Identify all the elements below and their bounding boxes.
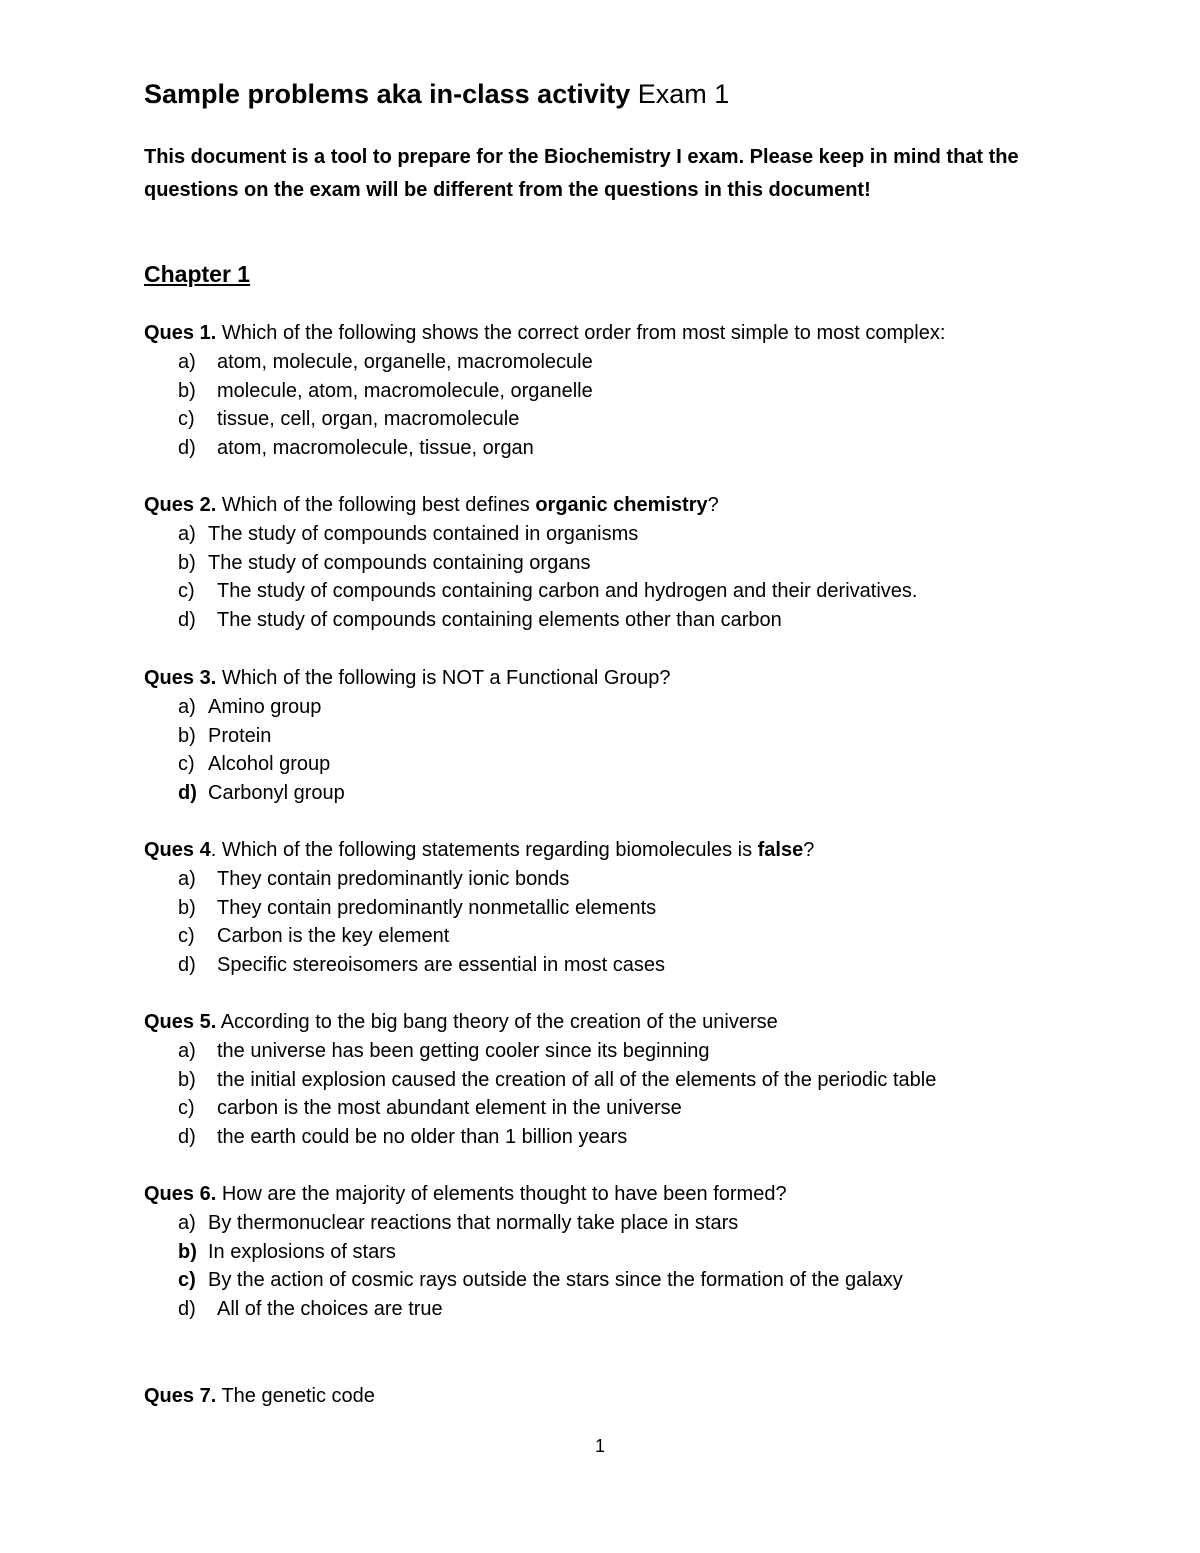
intro-paragraph: This document is a tool to prepare for the Biochemistry I exam. Please keep in mind that the questions on the exam will be different from the questions in this document! <box>144 146 1019 201</box>
choice-letter: c) <box>178 1097 195 1120</box>
question-label: Ques 1. <box>144 322 217 344</box>
choice-text: carbon is the most abundant element in the universe <box>217 1097 682 1120</box>
question-stem <box>144 1382 1064 1411</box>
question-stem <box>144 491 1064 520</box>
choice-text: the universe has been getting cooler since its beginning <box>217 1039 710 1062</box>
question-7 <box>144 1382 1064 1411</box>
choice-text: By the action of cosmic rays outside the stars since the formation of the galaxy <box>208 1269 903 1292</box>
choice-text: Alcohol group <box>208 753 331 776</box>
choice-text: The study of compounds contained in organisms <box>208 522 639 545</box>
question-5 <box>144 1008 1064 1152</box>
choice-b <box>144 722 1064 751</box>
choice-letter: c) <box>178 925 195 948</box>
choice-c <box>144 405 1064 434</box>
choice-letter: a) <box>178 522 196 545</box>
choice-letter: d) <box>178 782 197 805</box>
choice-text: The study of compounds containing elements other than carbon <box>217 609 782 632</box>
choice-text: Amino group <box>208 695 322 718</box>
document-title-rest: Exam 1 <box>630 79 730 109</box>
question-text-emphasis: organic chemistry <box>535 494 708 516</box>
choice-letter: b) <box>178 1240 197 1263</box>
choice-text: atom, molecule, organelle, macromolecule <box>217 350 593 373</box>
choice-a <box>144 348 1064 377</box>
choice-text: The study of compounds containing organs <box>208 551 591 574</box>
question-text: According to the big bang theory of the creation of the universe <box>216 1011 778 1033</box>
choice-d <box>144 434 1064 463</box>
choice-text: atom, macromolecule, tissue, organ <box>217 437 534 460</box>
choice-letter: a) <box>178 1211 196 1234</box>
question-label: Ques 2. <box>144 494 217 516</box>
choice-a <box>144 1209 1064 1238</box>
choice-letter: d) <box>178 954 196 977</box>
choice-letter: c) <box>178 408 195 431</box>
question-label: Ques 3. <box>144 667 217 689</box>
question-stem <box>144 664 1064 693</box>
choice-text: By thermonuclear reactions that normally take place in stars <box>208 1211 739 1234</box>
question-stem <box>144 836 1064 865</box>
question-text-part: ? <box>803 839 815 861</box>
question-label: Ques 4 <box>144 839 211 861</box>
question-4 <box>144 836 1064 980</box>
question-text <box>211 839 815 861</box>
document-title-bold: Sample problems aka in-class activity <box>144 79 631 109</box>
question-text: Which of the following is NOT a Functional Group? <box>216 667 671 689</box>
choice-letter: d) <box>178 609 196 632</box>
question-text-emphasis: false <box>757 839 804 861</box>
choice-b <box>144 1066 1064 1095</box>
choice-b <box>144 894 1064 923</box>
question-2 <box>144 491 1064 635</box>
choice-text: the initial explosion caused the creation of all of the elements of the periodic table <box>217 1068 937 1091</box>
choice-text: Carbon is the key element <box>217 925 450 948</box>
question-text: Which of the following shows the correct order from most simple to most complex: <box>216 322 946 344</box>
chapter-heading: Chapter 1 <box>144 261 251 287</box>
document-title <box>144 74 729 114</box>
question-1 <box>144 319 1064 463</box>
question-text-part: . Which of the following statements regarding biomolecules is <box>210 839 758 861</box>
page-number: 1 <box>594 1436 605 1456</box>
choice-b <box>144 549 1064 578</box>
choice-text: They contain predominantly ionic bonds <box>217 867 570 890</box>
choice-letter: a) <box>178 695 196 718</box>
choice-letter: d) <box>178 1298 196 1321</box>
choice-a <box>144 693 1064 722</box>
question-text: The genetic code <box>216 1385 375 1407</box>
question-stem <box>144 319 1064 348</box>
question-3 <box>144 664 1064 808</box>
choice-text: The study of compounds containing carbon and hydrogen and their derivatives. <box>217 580 918 603</box>
choice-text: the earth could be no older than 1 billion years <box>217 1126 628 1149</box>
choice-c <box>144 1094 1064 1123</box>
question-label: Ques 5. <box>144 1011 217 1033</box>
choice-letter: c) <box>178 1269 196 1292</box>
choice-letter: b) <box>178 724 196 747</box>
question-6 <box>144 1180 1064 1324</box>
choice-text: They contain predominantly nonmetallic elements <box>217 896 657 919</box>
choice-d <box>144 779 1064 808</box>
choice-d <box>144 951 1064 980</box>
choice-letter: b) <box>178 896 196 919</box>
choice-d <box>144 1123 1064 1152</box>
choice-text: Protein <box>208 724 272 747</box>
question-label: Ques 7. <box>144 1385 217 1407</box>
question-text: How are the majority of elements thought to have been formed? <box>216 1183 787 1205</box>
choice-letter: b) <box>178 1068 196 1091</box>
choice-a <box>144 1037 1064 1066</box>
choice-c <box>144 750 1064 779</box>
question-stem <box>144 1180 1064 1209</box>
choice-letter: d) <box>178 437 196 460</box>
choice-letter: a) <box>178 350 196 373</box>
choice-text: Carbonyl group <box>208 782 345 805</box>
choice-c <box>144 1266 1064 1295</box>
choice-b <box>144 1238 1064 1267</box>
choice-text: Specific stereoisomers are essential in most cases <box>217 954 665 977</box>
choice-d <box>144 606 1064 635</box>
choice-letter: a) <box>178 1039 196 1062</box>
question-stem <box>144 1008 1064 1037</box>
choice-d <box>144 1295 1064 1324</box>
choice-a <box>144 520 1064 549</box>
choice-letter: a) <box>178 867 196 890</box>
choice-letter: b) <box>178 551 196 574</box>
choice-letter: d) <box>178 1126 196 1149</box>
choice-c <box>144 577 1064 606</box>
choice-letter: c) <box>178 753 195 776</box>
choice-c <box>144 922 1064 951</box>
choice-text: In explosions of stars <box>208 1240 396 1263</box>
choice-text: tissue, cell, organ, macromolecule <box>217 408 520 431</box>
question-text-part: ? <box>707 494 719 516</box>
question-text-part: Which of the following best defines <box>216 494 536 516</box>
choice-text: All of the choices are true <box>217 1298 443 1321</box>
choice-letter: b) <box>178 379 196 402</box>
choice-a <box>144 865 1064 894</box>
choice-b <box>144 377 1064 406</box>
question-text <box>216 494 718 516</box>
choice-letter: c) <box>178 580 195 603</box>
choice-text: molecule, atom, macromolecule, organelle <box>217 379 593 402</box>
question-label: Ques 6. <box>144 1183 217 1205</box>
